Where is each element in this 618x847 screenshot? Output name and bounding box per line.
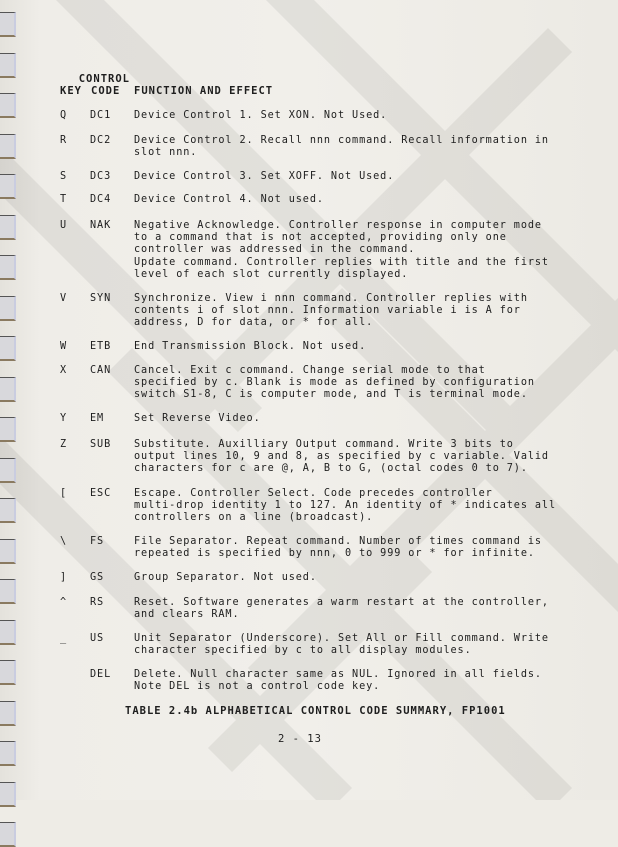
description-line: and clears RAM.: [134, 609, 240, 621]
page-number: 2 - 13: [278, 733, 322, 745]
description-line: Device Control 2. Recall nnn command. Recall information in: [134, 135, 549, 146]
binding-ring: [0, 53, 16, 78]
code-cell: ESC: [90, 488, 112, 499]
description-cell: [134, 536, 606, 560]
description-cell: [134, 572, 606, 584]
header-function: FUNCTION AND EFFECT: [134, 85, 274, 97]
description-line: Unit Separator (Underscore). Set All or Fill command. Write: [134, 633, 549, 644]
key-cell: U: [60, 220, 68, 231]
description-cell: [134, 293, 606, 330]
binding-ring: [0, 296, 16, 321]
code-cell: SYN: [90, 293, 112, 304]
description-line: Update command. Controller replies with title and the first: [134, 256, 549, 268]
binding-ring: [0, 417, 16, 442]
description-line: contents i of slot nnn. Information variable i is A for: [134, 305, 521, 317]
code-cell: DC4: [90, 194, 112, 205]
key-cell: Z: [60, 439, 68, 450]
key-cell: Y: [60, 413, 68, 424]
key-cell: _: [60, 633, 68, 644]
key-cell: \: [60, 536, 68, 547]
binding-ring: [0, 620, 16, 645]
binding-ring: [0, 174, 16, 199]
description-line: Note DEL is not a control code key.: [134, 681, 381, 693]
table-caption: TABLE 2.4b ALPHABETICAL CONTROL CODE SUMMARY, FP1001: [125, 705, 506, 717]
code-cell: DC1: [90, 110, 112, 121]
description-line: characters for c are @, A, B to G, (octal codes 0 to 7).: [134, 463, 528, 475]
code-cell: NAK: [90, 220, 112, 231]
description-line: Reset. Software generates a warm restart at the controller,: [134, 597, 549, 608]
binding-ring: [0, 782, 16, 807]
key-cell: Q: [60, 110, 68, 121]
binding-ring: [0, 377, 16, 402]
description-line: Set Reverse Video.: [134, 413, 261, 424]
description-line: Device Control 4. Not used.: [134, 194, 324, 205]
binding-ring: [0, 336, 16, 361]
key-cell: W: [60, 341, 68, 352]
binding-ring: [0, 741, 16, 766]
description-cell: [134, 365, 606, 402]
description-cell: [134, 194, 606, 206]
description-line: switch S1-8, C is computer mode, and T is terminal mode.: [134, 389, 528, 401]
description-line: level of each slot currently displayed.: [134, 268, 409, 280]
header-code: CODE: [91, 85, 121, 97]
description-cell: [134, 110, 606, 122]
description-cell: [134, 220, 606, 281]
binding-ring: [0, 134, 16, 159]
description-line: address, D for data, or * for all.: [134, 317, 374, 329]
description-line: repeated is specified by nnn, 0 to 999 or * for infinite.: [134, 548, 535, 560]
description-cell: [134, 439, 606, 476]
description-line: Delete. Null character same as NUL. Ignored in all fields.: [134, 669, 542, 680]
binding-ring: [0, 660, 16, 685]
description-line: Group Separator. Not used.: [134, 572, 317, 583]
code-cell: EM: [90, 413, 105, 424]
key-cell: X: [60, 365, 68, 376]
description-line: Cancel. Exit c command. Change serial mode to that: [134, 365, 486, 376]
binding-ring: [0, 458, 16, 483]
binding-ring: [0, 579, 16, 604]
key-cell: S: [60, 171, 68, 182]
description-line: character specified by c to all display modules.: [134, 645, 472, 657]
key-cell: T: [60, 194, 68, 205]
key-cell: V: [60, 293, 68, 304]
description-line: End Transmission Block. Not used.: [134, 341, 367, 352]
code-cell: DC2: [90, 135, 112, 146]
code-cell: US: [90, 633, 105, 644]
code-cell: SUB: [90, 439, 112, 450]
header-control: CONTROL: [78, 73, 130, 85]
description-line: controllers on a line (broadcast).: [134, 512, 374, 524]
binding-ring: [0, 215, 16, 240]
binding-ring: [0, 822, 16, 847]
binding-ring: [0, 498, 16, 523]
description-line: Escape. Controller Select. Code precedes controller: [134, 488, 493, 499]
description-line: Device Control 1. Set XON. Not Used.: [134, 110, 388, 121]
code-cell: DC3: [90, 171, 112, 182]
description-cell: [134, 413, 606, 425]
description-cell: [134, 488, 606, 525]
binding-ring: [0, 12, 16, 37]
description-cell: [134, 633, 606, 657]
description-cell: [134, 135, 606, 159]
code-cell: ETB: [90, 341, 112, 352]
description-line: Substitute. Auxilliary Output command. Write 3 bits to: [134, 439, 514, 450]
code-cell: CAN: [90, 365, 112, 376]
description-cell: [134, 171, 606, 183]
binding-ring: [0, 93, 16, 118]
description-line: slot nnn.: [134, 147, 198, 159]
code-cell: RS: [90, 597, 105, 608]
binding-ring: [0, 255, 16, 280]
description-line: output lines 10, 9 and 8, as specified by c variable. Valid: [134, 451, 549, 463]
description-cell: [134, 669, 606, 693]
description-line: multi-drop identity 1 to 127. An identity of * indicates all: [134, 500, 557, 512]
description-line: Synchronize. View i nnn command. Controller replies with: [134, 293, 528, 304]
key-cell: ]: [60, 572, 68, 583]
binding-ring: [0, 701, 16, 726]
description-line: Negative Acknowledge. Controller response in computer mode: [134, 220, 542, 231]
key-cell: ^: [60, 597, 68, 608]
description-line: controller was addressed in the command.: [134, 244, 416, 256]
key-cell: [: [60, 488, 68, 499]
description-cell: [134, 597, 606, 621]
description-line: specified by c. Blank is mode as defined by configuration: [134, 377, 535, 389]
key-cell: R: [60, 135, 68, 146]
description-line: Device Control 3. Set XOFF. Not Used.: [134, 171, 395, 182]
binding-ring: [0, 539, 16, 564]
spiral-binding: [0, 0, 22, 800]
description-line: to a command that is not accepted, providing only one: [134, 232, 507, 244]
description-cell: [134, 341, 606, 353]
code-cell: GS: [90, 572, 105, 583]
code-cell: FS: [90, 536, 105, 547]
code-cell: DEL: [90, 669, 112, 680]
header-key: KEY: [60, 85, 82, 97]
description-line: File Separator. Repeat command. Number of times command is: [134, 536, 542, 547]
